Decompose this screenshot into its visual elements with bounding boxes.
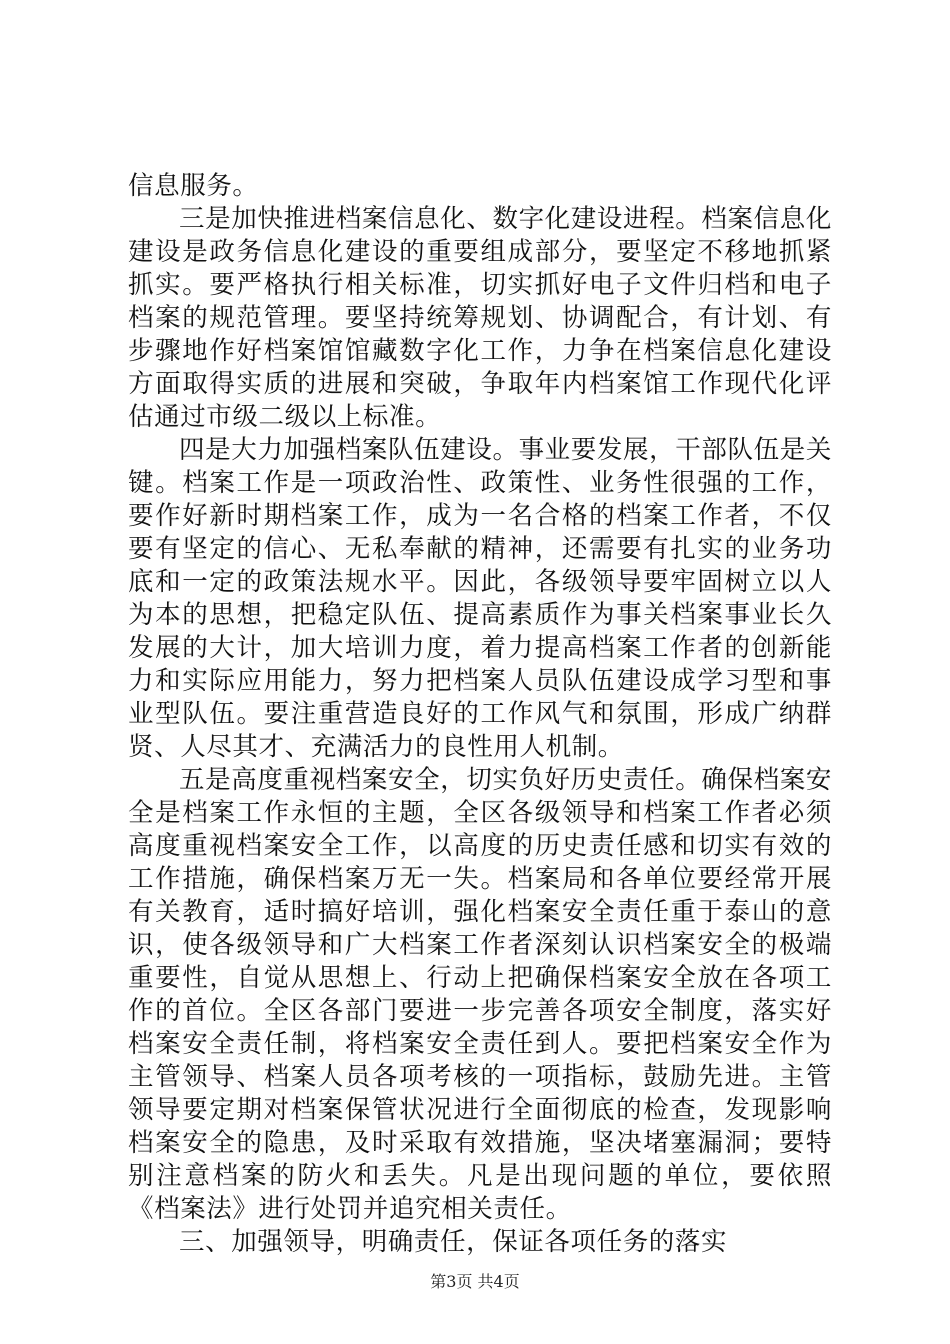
paragraph-continuation: 信息服务。 <box>128 171 259 201</box>
section-heading: 三、加强领导，明确责任，保证各项任务的落实 <box>179 1227 728 1257</box>
page-number: 第3页 共4页 <box>430 1272 520 1291</box>
paragraph-archive-security: 五是高度重视档案安全，切实负好历史责任。确保档案安全是档案工作永恒的主题，全区各级领导和档案工作者必须高度重视档案安全工作，以高度的历史责任感和切实有效的工作措施，确保档案万无一失。档案局和各单位要经常开展有关教育，适时搞好培训，强化档案安全责任重于泰山的意识，使各级领导和广大档案工作者深刻认识档案安全的极端重要性，自觉从思想上、行动上把确保档案安全放在各项工作的首位。全区各部门要进一步完善各项安全制度，落实好档案安全责任制，将档案安全责任到人。要把档案安全作为主管领导、档案人员各项考核的一项指标，鼓励先进。主管领导要定期对档案保管状况进行全面彻底的检查，发现影响档案安全的隐患，及时采取有效措施，坚决堵塞漏洞；要特别注意档案的防火和丢失。凡是出现问题的单位，要依照《档案法》进行处罚并追究相关责任。 <box>128 765 832 1224</box>
paragraph-informatization: 三是加快推进档案信息化、数字化建设进程。档案信息化建设是政务信息化建设的重要组成部分，要坚定不移地抓紧抓实。要严格执行相关标准，切实抓好电子文件归档和电子档案的规范管理。要坚持统筹规划、协调配合，有计划、有步骤地作好档案馆馆藏数字化工作，力争在档案信息化建设方面取得实质的进展和突破，争取年内档案馆工作现代化评估通过市级二级以上标准。 <box>128 204 832 432</box>
paragraph-team-building: 四是大力加强档案队伍建设。事业要发展，干部队伍是关键。档案工作是一项政治性、政策性、业务性很强的工作，要作好新时期档案工作，成为一名合格的档案工作者，不仅要有坚定的信心、无私奉献的精神，还需要有扎实的业务功底和一定的政策法规水平。因此，各级领导要牢固树立以人为本的思想，把稳定队伍、提高素质作为事关档案事业长久发展的大计，加大培训力度，着力提高档案工作者的创新能力和实际应用能力，努力把档案人员队伍建设成学习型和事业型队伍。要注重营造良好的工作风气和氛围，形成广纳群贤、人尽其才、充满活力的良性用人机制。 <box>128 435 832 762</box>
document-body <box>128 170 832 1259</box>
